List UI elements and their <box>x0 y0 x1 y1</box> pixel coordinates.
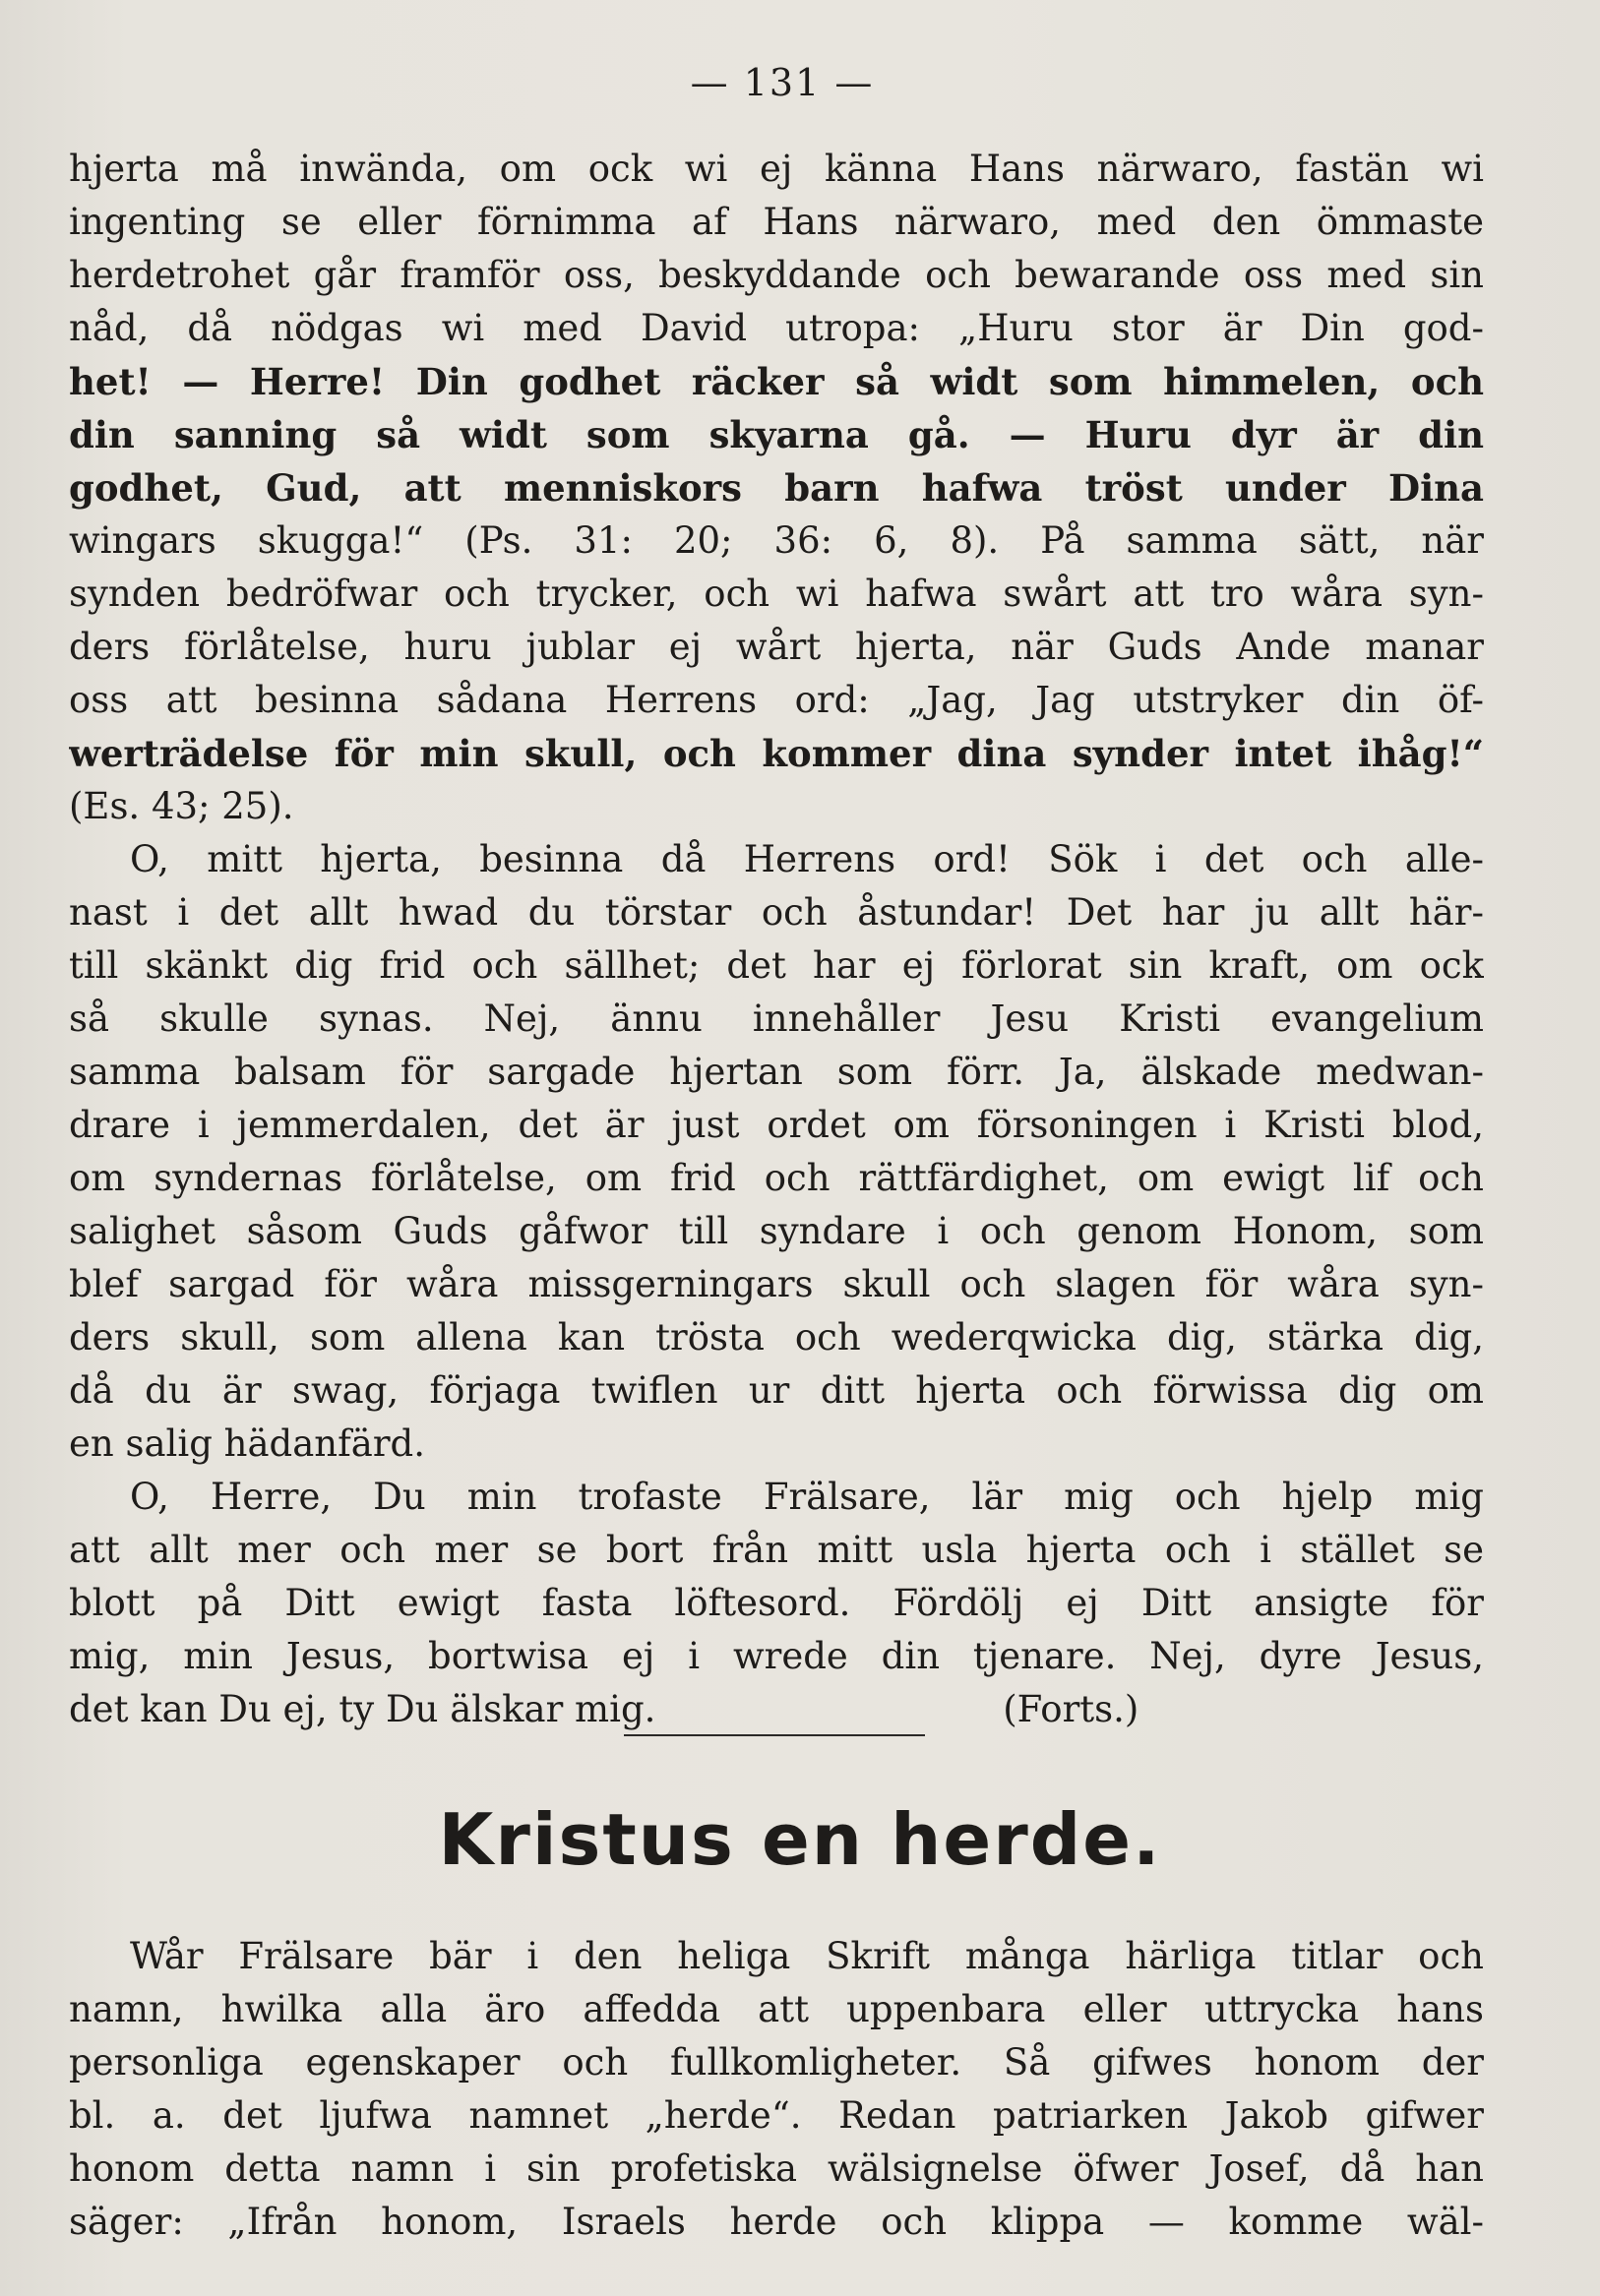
text-line: att allt mer och mer se bort från mitt usla hjerta och i stället se <box>69 1529 1484 1571</box>
text-line: namn, hwilka alla äro affedda att uppenbara eller uttrycka hans <box>69 1988 1484 2030</box>
article-title: Kristus en herde. <box>438 1798 1162 1881</box>
text-line: ders skull, som allena kan trösta och wederqwicka dig, stärka dig, <box>69 1316 1484 1359</box>
text-line: oss att besinna sådana Herrens ord: „Jag, Jag utstryker din öf- <box>69 679 1484 721</box>
text-line: ingenting se eller förnimma af Hans närwaro, med den ömmaste <box>69 201 1484 243</box>
text-line: O, mitt hjerta, besinna då Herrens ord! Sök i det och alle- <box>130 838 1484 880</box>
article-body <box>69 1930 1484 2249</box>
text-line: då du är swag, förjaga twiflen ur ditt hjerta och förwissa dig om <box>69 1369 1484 1412</box>
article-continuation <box>69 143 1484 1736</box>
text-line: om syndernas förlåtelse, om frid och rättfärdighet, om ewigt lif och <box>69 1157 1484 1199</box>
text-line: (Es. 43; 25). <box>69 785 294 827</box>
text-line: Wår Frälsare bär i den heliga Skrift många härliga titlar och <box>130 1935 1484 1977</box>
text-line: blott på Ditt ewigt fasta löftesord. Fördölj ej Ditt ansigte för <box>69 1582 1484 1624</box>
text-line: så skulle synas. Nej, ännu innehåller Jesu Kristi evangelium <box>69 997 1484 1040</box>
text-line: en salig hädanfärd. <box>69 1422 425 1465</box>
text-line: honom detta namn i sin profetiska wälsignelse öfwer Josef, då han <box>69 2147 1484 2190</box>
page-number: — 131 — <box>690 61 875 104</box>
text-line: samma balsam för sargade hjertan som förr. Ja, älskade medwan- <box>69 1051 1484 1093</box>
text-line: synden bedröfwar och trycker, och wi hafwa swårt att tro wåra syn- <box>69 573 1484 615</box>
text-line: mig, min Jesus, bortwisa ej i wrede din tjenare. Nej, dyre Jesus, <box>69 1635 1484 1677</box>
text-line: ders förlåtelse, huru jublar ej wårt hjerta, när Guds Ande manar <box>69 626 1484 668</box>
text-line: bl. a. det ljufwa namnet „herde“. Redan patriarken Jakob gifwer <box>69 2094 1484 2137</box>
text-line: wingars skugga!“ (Ps. 31: 20; 36: 6, 8). På samma sätt, när <box>69 519 1484 562</box>
text-line: hjerta må inwända, om ock wi ej känna Hans närwaro, fastän wi <box>69 148 1484 190</box>
text-line: herdetrohet går framför oss, beskyddande och bewarande oss med sin <box>69 254 1484 296</box>
text-line: din sanning så widt som skyarna gå. — Huru dyr är din <box>69 413 1484 456</box>
text-line: godhet, Gud, att menniskors barn hafwa tröst under Dina <box>69 466 1484 510</box>
text-line: O, Herre, Du min trofaste Frälsare, lär mig och hjelp mig <box>130 1476 1484 1518</box>
text-line: salighet såsom Guds gåfwor till syndare i och genom Honom, som <box>69 1210 1484 1252</box>
text-line: werträdelse för min skull, och kommer dina synder intet ihåg!“ <box>69 732 1484 775</box>
text-line: het! — Herre! Din godhet räcker så widt som himmelen, och <box>69 360 1484 403</box>
text-line: till skänkt dig frid och sällhet; det har ej förlorat sin kraft, om ock <box>69 944 1484 987</box>
text-line: säger: „Ifrån honom, Israels herde och klippa — komme wäl- <box>69 2201 1484 2243</box>
text-line: nåd, då nödgas wi med David utropa: „Huru stor är Din god- <box>69 307 1484 349</box>
text-line: blef sargad för wåra missgerningars skull och slagen för wåra syn- <box>69 1263 1484 1305</box>
text-line: personliga egenskaper och fullkomligheter. Så gifwes honom der <box>69 2041 1484 2084</box>
text-line: det kan Du ej, ty Du älskar mig. (Forts.) <box>69 1688 1139 1730</box>
section-divider <box>624 1734 925 1736</box>
text-line: nast i det allt hwad du törstar och åstundar! Det har ju allt här- <box>69 891 1484 934</box>
text-line: drare i jemmerdalen, det är just ordet om försoningen i Kristi blod, <box>69 1104 1484 1146</box>
